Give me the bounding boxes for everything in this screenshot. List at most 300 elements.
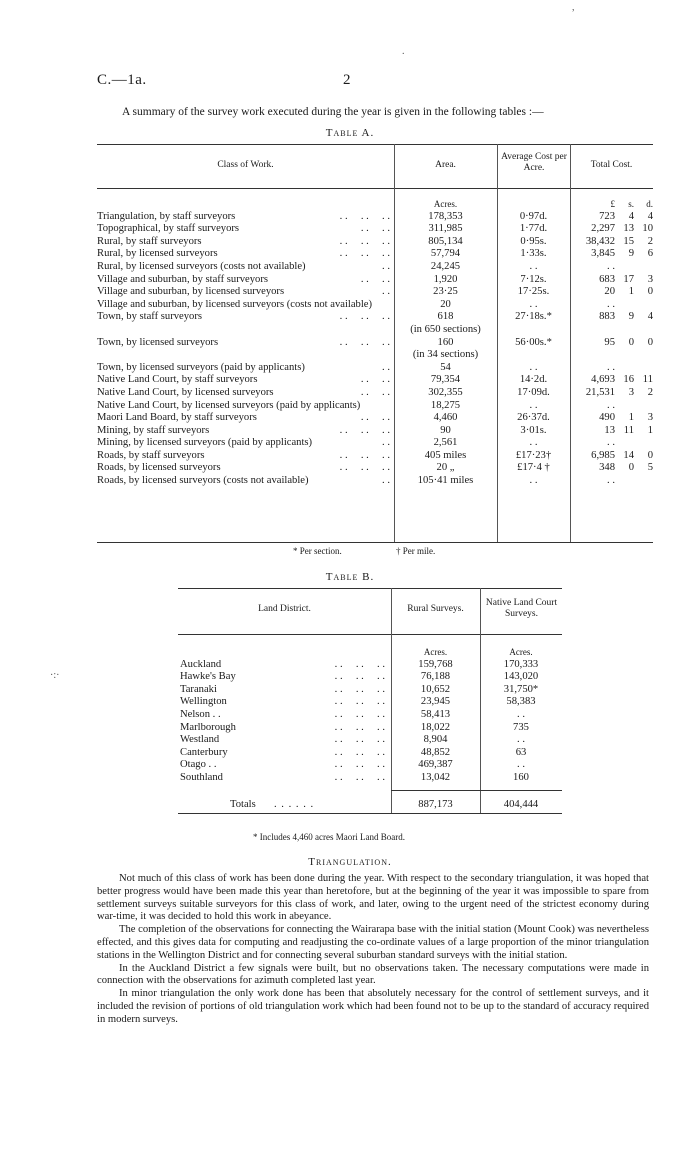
table-a-class-cell bbox=[97, 437, 394, 450]
table-a-leader-dots: . . bbox=[382, 286, 390, 298]
table-a-cost-pounds: 723 bbox=[599, 210, 615, 222]
table-a-row bbox=[97, 337, 653, 362]
table-a-cost-pence: 1 bbox=[647, 424, 653, 436]
table-a-class-label: Roads, by staff surveyors bbox=[97, 449, 205, 461]
table-a-header-area: Area. bbox=[435, 160, 456, 170]
table-a-cost-pence: 11 bbox=[642, 374, 653, 386]
table-a-cost-pence: 2 bbox=[647, 386, 653, 398]
table-a-cost-pounds: . . bbox=[607, 399, 615, 411]
table-a-class-label: Triangulation, by staff surveyors bbox=[97, 210, 236, 222]
table-a-cost-pence: 2 bbox=[647, 235, 653, 247]
table-a-cost-shillings: 0 bbox=[628, 336, 634, 348]
table-a-area-value: 618 bbox=[437, 311, 454, 323]
table-a-area-cell bbox=[394, 261, 497, 274]
table-b-header-native: Native Land Court Surveys. bbox=[485, 598, 558, 619]
table-a-class-cell bbox=[97, 400, 394, 413]
table-a-class-label: Village and suburban, by staff surveyors bbox=[97, 273, 268, 285]
table-a-cost-pence: 4 bbox=[647, 210, 653, 222]
table-a-avg-cost: . . bbox=[529, 399, 538, 411]
table-b-native-value: 58,383 bbox=[506, 696, 536, 708]
table-a-row bbox=[97, 223, 653, 236]
table-a-cost-pounds: 2,297 bbox=[591, 223, 615, 235]
table-a-cost-shillings: 3 bbox=[628, 386, 634, 398]
table-a-avg-cost: 7·12s. bbox=[520, 273, 547, 285]
table-a-area-value: 2,561 bbox=[433, 437, 458, 449]
table-a-class-label: Town, by staff surveyors bbox=[97, 311, 202, 323]
table-a-area-cell bbox=[394, 425, 497, 438]
table-b-district-cell bbox=[180, 747, 391, 760]
table-b-footnote: * Includes 4,460 acres Maori Land Board. bbox=[253, 832, 405, 842]
table-a-area-value: 79,354 bbox=[430, 374, 461, 386]
table-a-leader-dots: . . . . bbox=[360, 412, 390, 424]
table-a-class-cell bbox=[97, 475, 394, 488]
table-a-area-note: (in 34 sections) bbox=[412, 349, 479, 361]
table-b-totals-label: Totals bbox=[230, 799, 256, 810]
table-a-area-cell bbox=[394, 223, 497, 236]
table-b-district-name: Westland bbox=[180, 734, 220, 746]
table-a-avg-cost: . . bbox=[529, 475, 538, 487]
table-b-totals-dots: . . . . . . bbox=[274, 799, 315, 810]
table-a-class-label: Native Land Court, by licensed surveyors bbox=[97, 386, 274, 398]
table-a-cost-shillings: 9 bbox=[628, 311, 634, 323]
table-a-class-cell bbox=[97, 261, 394, 274]
table-a-class-label: Town, by licensed surveyors bbox=[97, 336, 219, 348]
table-a-leader-dots: . . bbox=[382, 260, 390, 272]
table-b-header-district: Land District. bbox=[258, 604, 311, 614]
table-a-row bbox=[97, 236, 653, 249]
table-a-class-cell bbox=[97, 412, 394, 425]
table-a-class-cell bbox=[97, 286, 394, 299]
table-a-leader-dots: . . . . bbox=[360, 223, 390, 235]
table-a-avg-cost: 17·25s. bbox=[517, 286, 550, 298]
table-a-area-value: 311,985 bbox=[428, 223, 463, 235]
table-a-area-cell bbox=[394, 337, 497, 362]
table-b-rural-value: 10,652 bbox=[420, 683, 451, 695]
table-a-area-value: 405 miles bbox=[424, 449, 467, 461]
table-a-row bbox=[97, 286, 653, 299]
table-b-district-name: Canterbury bbox=[180, 746, 228, 758]
table-a-row bbox=[97, 462, 653, 475]
table-a-leader-dots: . . bbox=[382, 437, 390, 449]
table-b-district-cell bbox=[180, 722, 391, 735]
table-a-cost-shillings: 11 bbox=[623, 424, 634, 436]
table-b-row bbox=[180, 709, 562, 722]
triangulation-paragraph: Not much of this class of work has been done during the year. With respect to the secondary triangulation, it was hoped that better progress would have been made this year than heretofore, but at the beginning of the year it was impossible to spare from settlement surveys suitable surveyors for this class of work, and later, owing to the urgent need of the strictest economy during war-time, it was decided to hold this work in abeyance. bbox=[97, 873, 649, 923]
table-b-district-name: Southland bbox=[180, 771, 223, 783]
table-a-row bbox=[97, 261, 653, 274]
table-b-totals-rural: 887,173 bbox=[418, 799, 453, 810]
table-a-class-cell bbox=[97, 211, 394, 224]
page-mark-speck: ·:· bbox=[50, 670, 60, 681]
table-a-row bbox=[97, 248, 653, 261]
section-code: C.—1a. bbox=[97, 72, 147, 88]
table-a-cost-shillings: 9 bbox=[628, 248, 634, 260]
table-a-cost-pounds: . . bbox=[607, 437, 615, 449]
table-b-native-value: . . bbox=[517, 708, 525, 720]
table-b-native-value: 143,020 bbox=[503, 671, 539, 683]
table-a-area-cell bbox=[394, 400, 497, 413]
table-b-native-value: 31,750* bbox=[503, 683, 539, 695]
table-a-units-row bbox=[97, 198, 653, 211]
table-a-area-value: 302,355 bbox=[428, 386, 463, 398]
table-a-cost-pounds: 883 bbox=[599, 311, 615, 323]
table-a-cost-shillings: 0 bbox=[628, 462, 634, 474]
table-a-class-label: Village and suburban, by licensed surveyors (costs not available) bbox=[97, 298, 373, 310]
table-a-avg-cost: 3·01s. bbox=[520, 424, 547, 436]
table-a-cost-pounds: 38,432 bbox=[585, 235, 615, 247]
table-b-leader-dots: . . . . . . bbox=[334, 708, 385, 720]
table-b-caption: Table B. bbox=[325, 571, 375, 583]
table-a-cost-pence bbox=[634, 437, 653, 450]
table-a-class-cell bbox=[97, 425, 394, 438]
table-a-class-label: Rural, by staff surveyors bbox=[97, 235, 202, 247]
table-b-native-value: 160 bbox=[513, 771, 529, 783]
table-a-area-cell bbox=[394, 462, 497, 475]
table-b-row bbox=[180, 772, 562, 785]
table-b-district-name: Nelson . . bbox=[180, 708, 221, 720]
table-b-district-cell bbox=[180, 759, 391, 772]
table-a-class-cell bbox=[97, 337, 394, 362]
table-a-cost-pence bbox=[634, 299, 653, 312]
table-a-area-value: 18,275 bbox=[430, 399, 461, 411]
table-a-area-cell bbox=[394, 236, 497, 249]
table-a-row bbox=[97, 450, 653, 463]
table-a-avg-cost: £17·4 † bbox=[517, 462, 550, 474]
table-b-district-cell bbox=[180, 671, 391, 684]
table-a-avg-cost: 17·09d. bbox=[517, 386, 550, 398]
table-a-class-label: Mining, by licensed surveyors (paid by applicants) bbox=[97, 437, 313, 449]
table-a-unit-pence: d. bbox=[646, 199, 653, 209]
table-b-rural-value: 23,945 bbox=[420, 696, 451, 708]
table-a-leader-dots: . . . . . . bbox=[339, 462, 390, 474]
table-a-cost-pence: 10 bbox=[642, 223, 653, 235]
table-a-leader-dots: . . . . . . bbox=[339, 336, 390, 348]
table-a-cost-pounds: . . bbox=[607, 298, 615, 310]
table-a-row bbox=[97, 387, 653, 400]
table-a-leader-dots: . . bbox=[382, 475, 390, 487]
table-a-area-value: 20 bbox=[440, 298, 451, 310]
table-a-cost-pounds: . . bbox=[607, 260, 615, 272]
table-a-cost-pence bbox=[634, 362, 653, 375]
table-b-district-name: Taranaki bbox=[180, 683, 217, 695]
table-b-leader-dots: . . . . . . bbox=[334, 721, 385, 733]
table-a-cost-shillings: 17 bbox=[623, 273, 634, 285]
table-a-leader-dots: . . . . . . bbox=[339, 210, 390, 222]
table-a-area-cell bbox=[394, 374, 497, 387]
table-b-leader-dots: . . . . . . bbox=[334, 746, 385, 758]
table-a-header-total-cost: Total Cost. bbox=[590, 160, 633, 170]
table-a-class-cell bbox=[97, 236, 394, 249]
table-a-cost-shillings bbox=[615, 400, 634, 413]
table-a-area-value: 1,920 bbox=[433, 273, 458, 285]
table-a-area-cell bbox=[394, 311, 497, 336]
table-a-cost-pounds: 20 bbox=[604, 286, 615, 298]
table-a-area-value: 24,245 bbox=[430, 260, 461, 272]
table-a-row bbox=[97, 437, 653, 450]
table-a-area-value: 54 bbox=[440, 361, 451, 373]
table-b-header-rule bbox=[178, 634, 562, 635]
table-a-cost-pence bbox=[634, 475, 653, 488]
table-a-class-cell bbox=[97, 362, 394, 375]
table-a-area-cell bbox=[394, 299, 497, 312]
table-b-units-row bbox=[180, 646, 562, 659]
table-b-row bbox=[180, 722, 562, 735]
table-a-area-value: 178,353 bbox=[428, 210, 463, 222]
table-a-class-label: Native Land Court, by staff surveyors bbox=[97, 374, 258, 386]
table-a-leader-dots: . . . . bbox=[360, 273, 390, 285]
table-b-native-value: . . bbox=[517, 734, 525, 746]
table-a-class-label: Roads, by licensed surveyors (costs not available) bbox=[97, 475, 309, 487]
table-b-rural-value: 58,413 bbox=[420, 708, 451, 720]
table-a-cost-shillings bbox=[615, 362, 634, 375]
table-a-row bbox=[97, 299, 653, 312]
table-a-footnote-section: * Per section. bbox=[293, 546, 342, 556]
table-b-leader-dots: . . . . . . bbox=[334, 759, 385, 771]
table-a-row bbox=[97, 400, 653, 413]
table-a-cost-pounds: 21,531 bbox=[585, 386, 615, 398]
table-a-area-cell bbox=[394, 387, 497, 400]
table-a-cost-pence: 0 bbox=[647, 449, 653, 461]
table-a-class-cell bbox=[97, 462, 394, 475]
table-b-leader-dots: . . . . . . bbox=[334, 683, 385, 695]
table-b-rural-value: 18,022 bbox=[420, 721, 451, 733]
table-a-cost-shillings: 16 bbox=[623, 374, 634, 386]
table-a-cost-shillings: 1 bbox=[628, 286, 634, 298]
table-a-cost-pence bbox=[634, 261, 653, 274]
table-a-avg-cost: 56·00s.* bbox=[515, 336, 552, 348]
table-b-district-name: Marlborough bbox=[180, 721, 236, 733]
table-a-cost-pence: 3 bbox=[647, 273, 653, 285]
table-a-cost-pence: 0 bbox=[647, 286, 653, 298]
table-a-leader-dots: . . . . . . bbox=[339, 248, 390, 260]
table-b-totals-rule bbox=[391, 790, 562, 791]
table-b-district-cell bbox=[180, 696, 391, 709]
table-a-cost-shillings: 14 bbox=[623, 449, 634, 461]
table-b-leader-dots: . . . . . . bbox=[334, 734, 385, 746]
table-a-cost-pence: 5 bbox=[647, 462, 653, 474]
table-a-class-cell bbox=[97, 311, 394, 336]
table-a-unit-pounds: £ bbox=[610, 199, 615, 209]
table-a-row bbox=[97, 274, 653, 287]
table-a-cost-pounds: 6,985 bbox=[591, 449, 615, 461]
table-a-area-value: 805,134 bbox=[428, 235, 463, 247]
table-b-district-name: Hawke's Bay bbox=[180, 671, 236, 683]
table-a-leader-dots: . . . . . . bbox=[339, 235, 390, 247]
table-b bbox=[180, 646, 562, 785]
table-a-footnote-mile: † Per mile. bbox=[396, 546, 436, 556]
table-a-cost-shillings: 13 bbox=[623, 223, 634, 235]
table-a-area-cell bbox=[394, 274, 497, 287]
table-a-class-cell bbox=[97, 387, 394, 400]
table-a-cost-shillings bbox=[615, 475, 634, 488]
table-b-row bbox=[180, 659, 562, 672]
table-a bbox=[97, 198, 653, 488]
page-mark-dot: . bbox=[402, 46, 405, 57]
table-a-cost-pounds: 683 bbox=[599, 273, 615, 285]
table-a-row bbox=[97, 425, 653, 438]
table-a-cost-pounds: 348 bbox=[599, 462, 615, 474]
table-b-row bbox=[180, 684, 562, 697]
table-a-cost-pounds: 4,693 bbox=[591, 374, 615, 386]
table-b-rural-value: 76,188 bbox=[420, 671, 451, 683]
triangulation-paragraph: In the Auckland District a few signals were built, but no observations taken. The necessary computations were made in connection with the observations for azimuth completed last year. bbox=[97, 962, 649, 987]
table-a-header-avg-cost: Average Cost per Acre. bbox=[501, 152, 567, 173]
table-b-rural-value: 159,768 bbox=[418, 658, 453, 670]
table-b-top-rule bbox=[178, 588, 562, 589]
table-a-avg-cost: . . bbox=[529, 437, 538, 449]
table-a-cost-shillings bbox=[615, 299, 634, 312]
table-a-avg-cost: £17·23† bbox=[515, 449, 552, 461]
table-a-row bbox=[97, 211, 653, 224]
table-a-class-label: Topographical, by staff surveyors bbox=[97, 223, 240, 235]
table-a-cost-pence bbox=[634, 400, 653, 413]
table-a-class-label: Maori Land Board, by staff surveyors bbox=[97, 412, 257, 424]
table-a-class-cell bbox=[97, 299, 394, 312]
page-mark-comma: , bbox=[572, 2, 575, 13]
table-a-caption: Table A. bbox=[325, 127, 375, 139]
table-a-cost-pence: 3 bbox=[647, 412, 653, 424]
table-a-area-value: 4,460 bbox=[433, 412, 458, 424]
table-a-area-cell bbox=[394, 362, 497, 375]
table-a-area-value: 90 bbox=[440, 424, 451, 436]
table-a-class-label: Village and suburban, by licensed surveyors bbox=[97, 286, 285, 298]
table-a-class-cell bbox=[97, 274, 394, 287]
table-a-cost-shillings: 4 bbox=[628, 210, 634, 222]
table-a-class-cell bbox=[97, 374, 394, 387]
table-a-class-label: Roads, by licensed surveyors bbox=[97, 462, 221, 474]
table-a-class-cell bbox=[97, 450, 394, 463]
table-a-avg-cost: 0·95s. bbox=[520, 235, 547, 247]
table-a-leader-dots: . . bbox=[382, 361, 390, 373]
table-b-leader-dots: . . . . . . bbox=[334, 658, 385, 670]
table-a-cost-shillings bbox=[615, 261, 634, 274]
table-a-cost-pence: 0 bbox=[647, 336, 653, 348]
table-a-area-value: 105·41 miles bbox=[417, 475, 474, 487]
table-a-area-note: (in 650 sections) bbox=[410, 323, 481, 335]
table-a-row bbox=[97, 362, 653, 375]
table-a-bottom-rule bbox=[97, 542, 653, 543]
table-a-area-cell bbox=[394, 475, 497, 488]
table-b-row bbox=[180, 734, 562, 747]
table-a-class-cell bbox=[97, 223, 394, 236]
table-a-area-cell bbox=[394, 437, 497, 450]
intro-text: A summary of the survey work executed during the year is given in the following tables :— bbox=[122, 106, 544, 118]
table-a-leader-dots: . . . . . . bbox=[339, 449, 390, 461]
triangulation-text bbox=[97, 873, 649, 1027]
triangulation-paragraph: The completion of the observations for connecting the Wairarapa base with the initial station (Mount Cook) was nevertheless effected, and this gives data for computing and readjusting the co-ordinate values of a large proportion of the minor triangulation stations in the Wellington District and for connecting several suburban standard surveys with the initial station. bbox=[97, 924, 649, 961]
table-a-avg-cost: . . bbox=[529, 260, 538, 272]
table-a-cost-shillings bbox=[615, 437, 634, 450]
table-b-leader-dots: . . . . . . bbox=[334, 671, 385, 683]
table-a-class-label: Rural, by licensed surveyors bbox=[97, 248, 218, 260]
table-a-cost-pounds: . . bbox=[607, 475, 615, 487]
table-a-leader-dots: . . . . bbox=[360, 386, 390, 398]
table-b-row bbox=[180, 671, 562, 684]
table-b-district-cell bbox=[180, 734, 391, 747]
table-a-unit-area: Acres. bbox=[433, 199, 458, 209]
table-a-avg-cost: . . bbox=[529, 361, 538, 373]
table-a-avg-cost: 0·97d. bbox=[519, 210, 548, 222]
table-a-cost-pounds: . . bbox=[607, 361, 615, 373]
table-a-leader-dots: . . . . bbox=[360, 374, 390, 386]
table-b-totals-native: 404,444 bbox=[503, 799, 539, 810]
table-a-cost-shillings: 1 bbox=[628, 412, 634, 424]
table-a-cost-pounds: 3,845 bbox=[591, 248, 615, 260]
table-b-district-name: Wellington bbox=[180, 696, 227, 708]
table-a-row bbox=[97, 311, 653, 336]
table-a-class-cell bbox=[97, 248, 394, 261]
table-b-rural-value: 13,042 bbox=[420, 771, 451, 783]
table-a-area-cell bbox=[394, 286, 497, 299]
table-a-area-cell bbox=[394, 211, 497, 224]
table-a-class-label: Mining, by staff surveyors bbox=[97, 424, 210, 436]
table-b-native-value: 170,333 bbox=[503, 658, 539, 670]
table-a-cost-pounds: 490 bbox=[599, 412, 615, 424]
table-a-cost-pence: 6 bbox=[647, 248, 653, 260]
table-a-avg-cost: 27·18s.* bbox=[515, 311, 552, 323]
table-b-rural-value: 469,387 bbox=[418, 759, 453, 771]
section-title-triangulation: Triangulation. bbox=[308, 856, 392, 868]
table-b-rural-value: 48,852 bbox=[420, 746, 451, 758]
table-a-leader-dots: . . . . . . bbox=[339, 424, 390, 436]
table-b-leader-dots: . . . . . . bbox=[334, 771, 385, 783]
table-a-class-label: Native Land Court, by licensed surveyors (paid by applicants) bbox=[97, 399, 361, 411]
table-a-class-label: Rural, by licensed surveyors (costs not available) bbox=[97, 260, 306, 272]
table-a-area-value: 57,794 bbox=[430, 248, 461, 260]
table-a-cost-pence: 4 bbox=[647, 311, 653, 323]
table-b-row bbox=[180, 747, 562, 760]
table-b-rural-value: 8,904 bbox=[423, 734, 448, 746]
table-a-area-value: 160 bbox=[437, 336, 454, 348]
table-a-cost-shillings: 15 bbox=[623, 235, 634, 247]
table-b-leader-dots: . . . . . . bbox=[334, 696, 385, 708]
table-b-district-name: Auckland bbox=[180, 658, 222, 670]
table-a-area-cell bbox=[394, 248, 497, 261]
table-b-district-cell bbox=[180, 709, 391, 722]
table-b-district-cell bbox=[180, 684, 391, 697]
table-a-avg-cost: 14·2d. bbox=[519, 374, 548, 386]
table-b-district-cell bbox=[180, 772, 391, 785]
table-b-native-value: 735 bbox=[513, 721, 529, 733]
table-a-row bbox=[97, 374, 653, 387]
table-a-cost-pounds: 13 bbox=[604, 424, 615, 436]
table-a-area-cell bbox=[394, 450, 497, 463]
table-a-row bbox=[97, 412, 653, 425]
table-a-class-label: Town, by licensed surveyors (paid by applicants) bbox=[97, 361, 305, 373]
table-b-native-value: . . bbox=[517, 759, 525, 771]
table-a-cost-pounds: 95 bbox=[604, 336, 615, 348]
table-a-area-cell bbox=[394, 412, 497, 425]
table-a-leader-dots: . . . . . . bbox=[339, 311, 390, 323]
table-a-area-value: 20 „ bbox=[436, 462, 455, 474]
table-a-avg-cost: 26·37d. bbox=[517, 412, 550, 424]
table-a-avg-cost: 1·77d. bbox=[519, 223, 548, 235]
table-b-unit-rural: Acres. bbox=[423, 647, 448, 657]
table-b-row bbox=[180, 696, 562, 709]
table-b-unit-native: Acres. bbox=[509, 647, 533, 657]
table-a-avg-cost: . . bbox=[529, 298, 538, 310]
table-b-bottom-rule bbox=[178, 813, 562, 814]
table-b-row bbox=[180, 759, 562, 772]
table-a-unit-shillings: s. bbox=[628, 199, 634, 209]
table-a-avg-cost: 1·33s. bbox=[520, 248, 547, 260]
table-b-native-value: 63 bbox=[515, 746, 527, 758]
page-number: 2 bbox=[343, 72, 351, 88]
table-a-row bbox=[97, 475, 653, 488]
table-b-district-cell bbox=[180, 659, 391, 672]
table-b-header-rural: Rural Surveys. bbox=[407, 604, 464, 614]
table-a-header-class: Class of Work. bbox=[217, 160, 274, 170]
